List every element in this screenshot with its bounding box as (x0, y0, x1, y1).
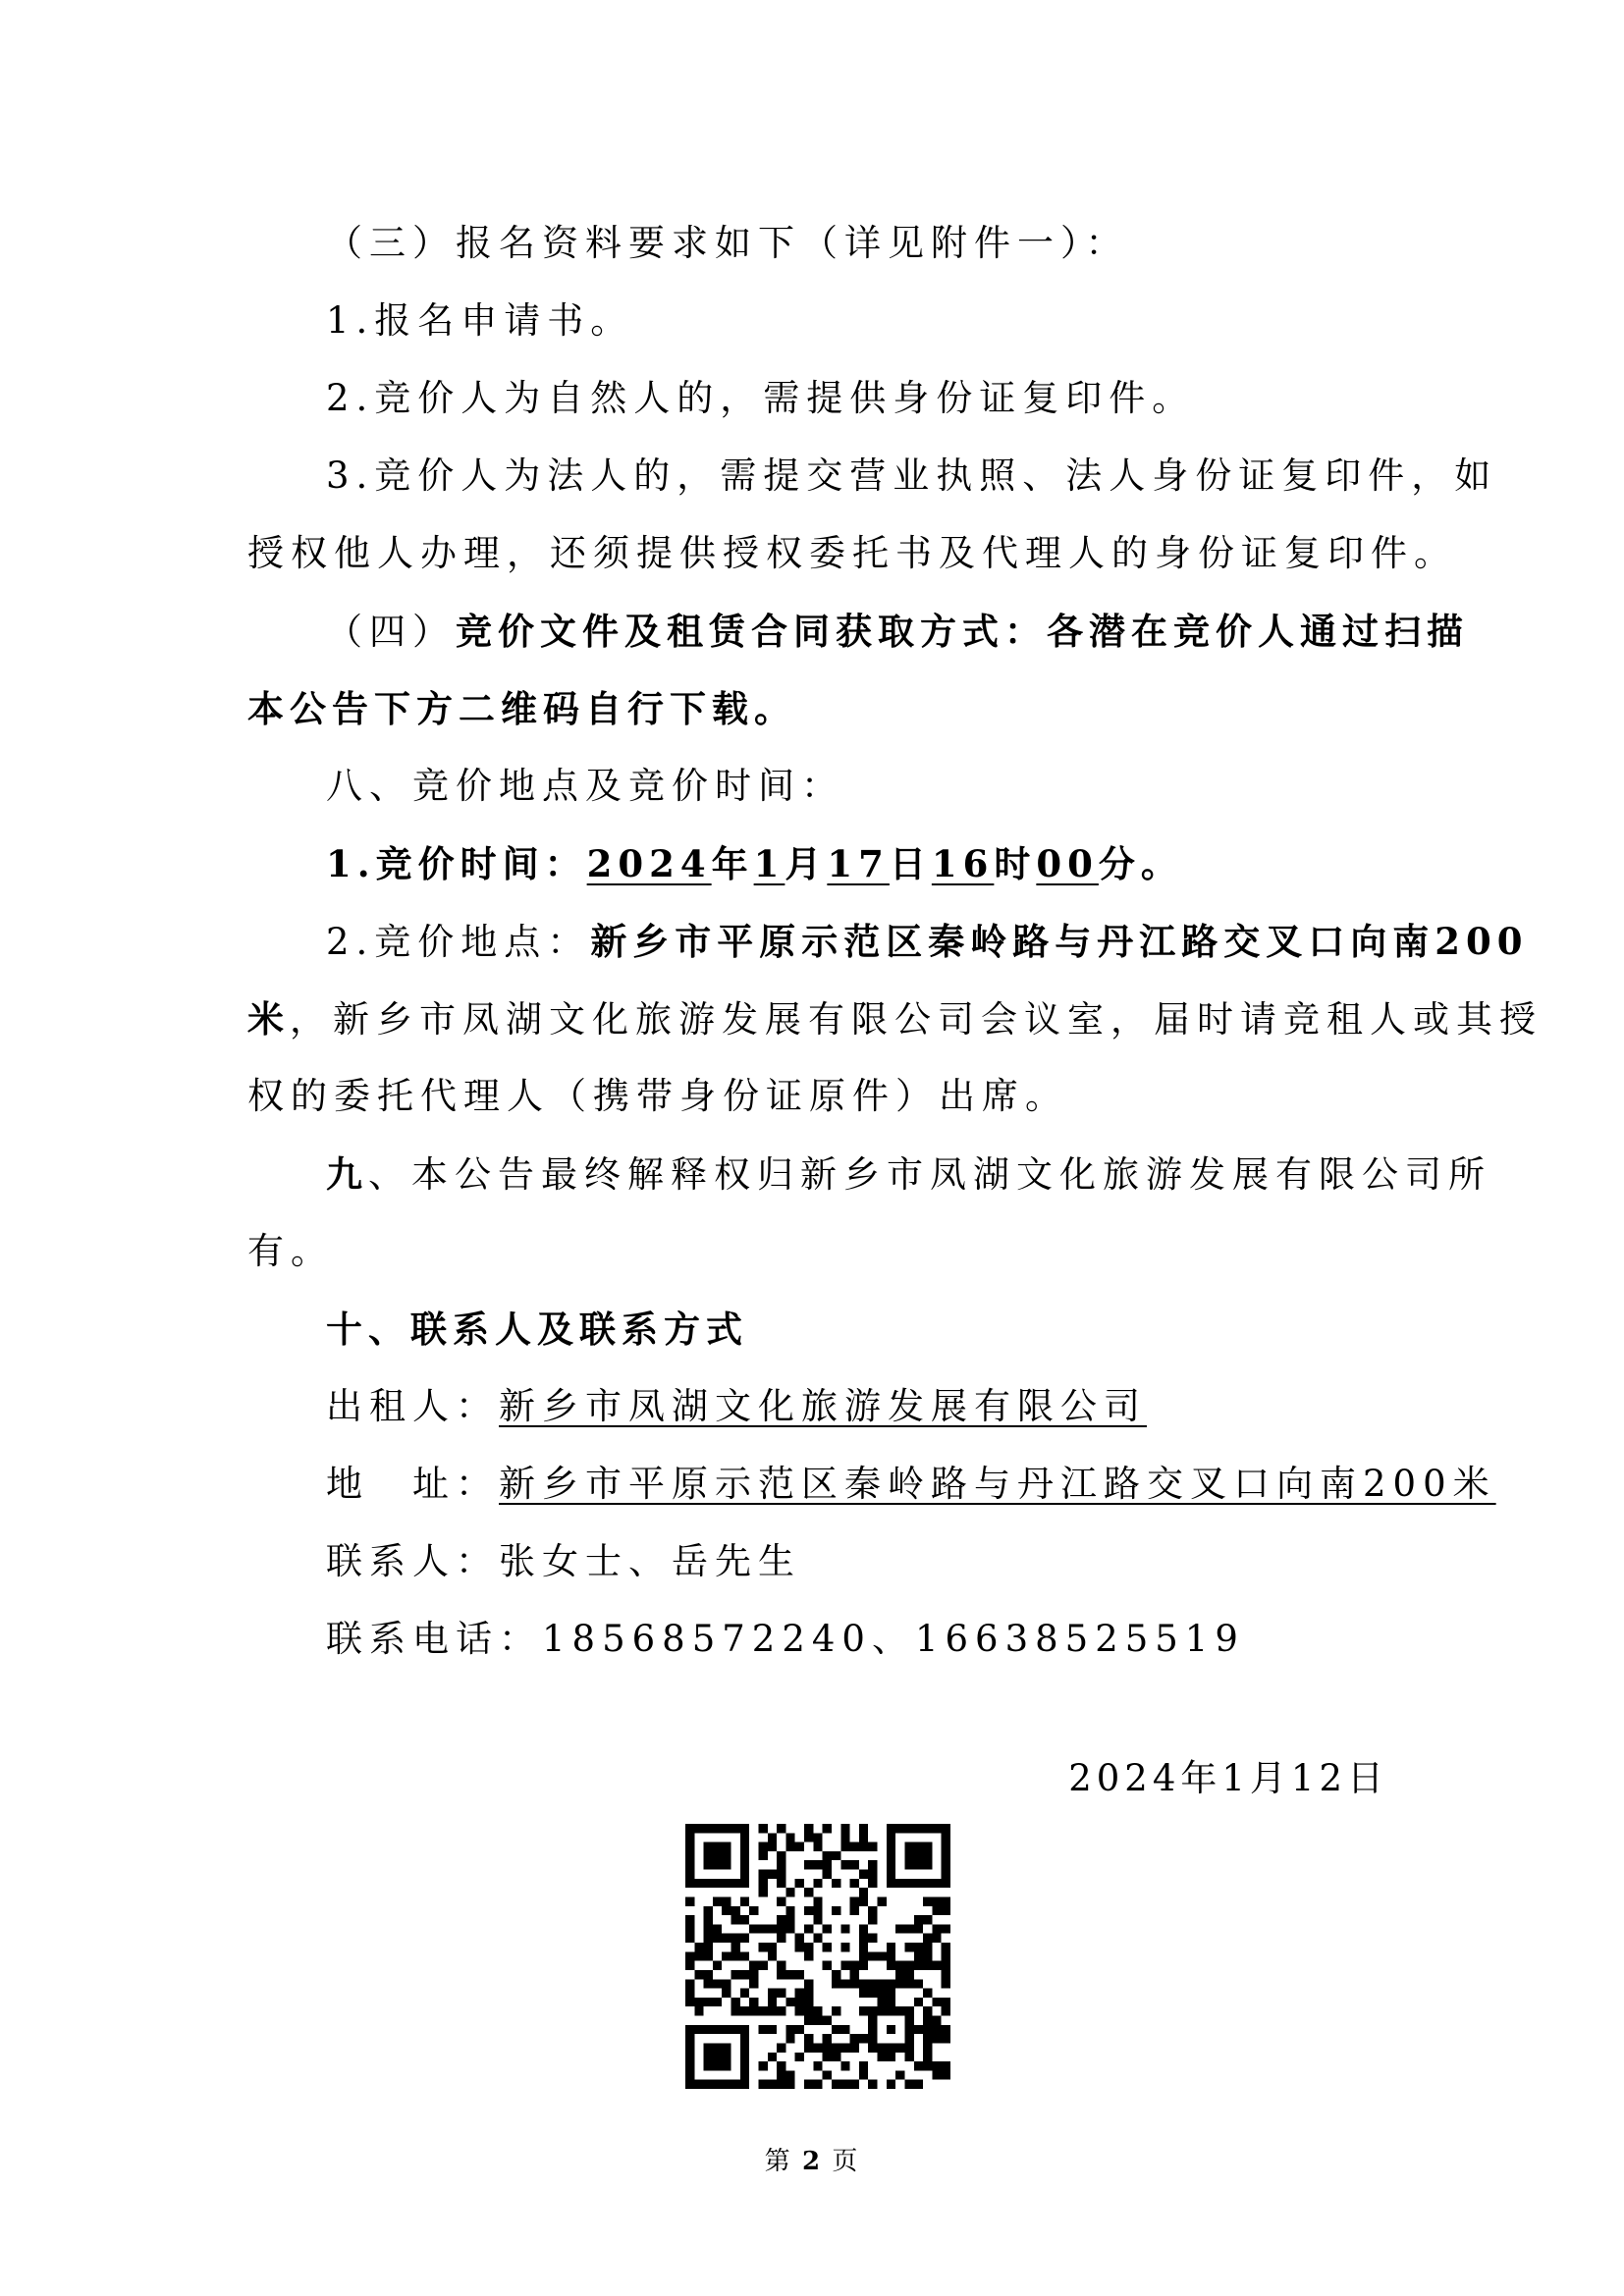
footer-prefix: 第 (764, 2147, 792, 2176)
address-unit-meter: 米 (247, 997, 290, 1041)
auction-year: 2024 (586, 842, 712, 885)
page-footer (0, 2144, 1624, 2179)
year-unit: 年 (711, 842, 754, 885)
auction-time (326, 838, 1465, 889)
auction-minute: 00 (1036, 842, 1099, 885)
item-legal-person-line1: 3.竞价人为法人的，需提交营业执照、法人身份证复印件，如 (326, 454, 1498, 497)
qr-code-icon (685, 1824, 950, 2089)
page-number: 2 (801, 2147, 823, 2176)
item-legal-person-line2: 授权他人办理，还须提供授权委托书及代理人的身份证复印件。 (247, 532, 1457, 574)
address-value: 新乡市平原示范区秦岭路与丹江路交叉口向南200米 (499, 1463, 1496, 1505)
auction-time-label: 1.竞价时间： (326, 842, 587, 885)
auction-location-detail: ，新乡市凤湖文化旅游发展有限公司会议室，届时请竞租人或其授 (290, 998, 1543, 1041)
minute-unit: 分。 (1098, 842, 1183, 885)
auction-location-line1 (326, 916, 1529, 968)
document-acquisition-line2: 本公告下方二维码自行下载。 (247, 687, 796, 730)
auction-location-line2 (247, 993, 1543, 1045)
notice-date: 2024年1月12日 (1068, 1757, 1388, 1799)
contact-person-line: 联系人：张女士、岳先生 (326, 1540, 801, 1582)
section-ten-heading: 十、联系人及联系方式 (326, 1308, 748, 1351)
auction-location-label: 2.竞价地点： (326, 921, 591, 963)
auction-location-address: 新乡市平原示范区秦岭路与丹江路交叉口向南200 (590, 920, 1529, 963)
address-line (326, 1459, 1496, 1510)
auction-location-line3: 权的委托代理人（携带身份证原件）出席。 (247, 1075, 1068, 1117)
section-four-prefix: （四） (326, 611, 456, 653)
section-nine-text: 、本公告最终解释权归新乡市凤湖文化旅游发展有限公司所 (368, 1153, 1491, 1196)
hour-unit: 时 (994, 842, 1037, 885)
address-label: 地 址： (326, 1463, 499, 1505)
lessor-value: 新乡市凤湖文化旅游发展有限公司 (499, 1385, 1147, 1427)
section-nine-line1 (326, 1148, 1491, 1201)
section-nine-number: 九 (326, 1152, 368, 1196)
auction-month: 1 (753, 842, 785, 885)
auction-hour: 16 (931, 842, 995, 885)
item-natural-person: 2.竞价人为自然人的，需提供身份证复印件。 (326, 377, 1196, 419)
document-acquisition-text: 竞价文件及租赁合同获取方式：各潜在竞价人通过扫描 (456, 610, 1469, 653)
day-unit: 日 (889, 842, 932, 885)
item-application-form: 1.报名申请书。 (326, 299, 634, 342)
section-nine-line2: 有。 (247, 1230, 334, 1272)
lessor-line (326, 1381, 1465, 1432)
lessor-label: 出租人： (326, 1385, 499, 1427)
section-eight-heading: 八、竞价地点及竞价时间： (326, 765, 844, 807)
auction-day: 17 (827, 842, 890, 885)
registration-materials-heading: （三）报名资料要求如下（详见附件一）： (326, 222, 1129, 264)
document-acquisition-line1 (326, 606, 1469, 658)
month-unit: 月 (785, 842, 828, 885)
footer-suffix: 页 (832, 2147, 860, 2176)
contact-phone-line: 联系电话：18568572240、16638525519 (326, 1618, 1245, 1660)
